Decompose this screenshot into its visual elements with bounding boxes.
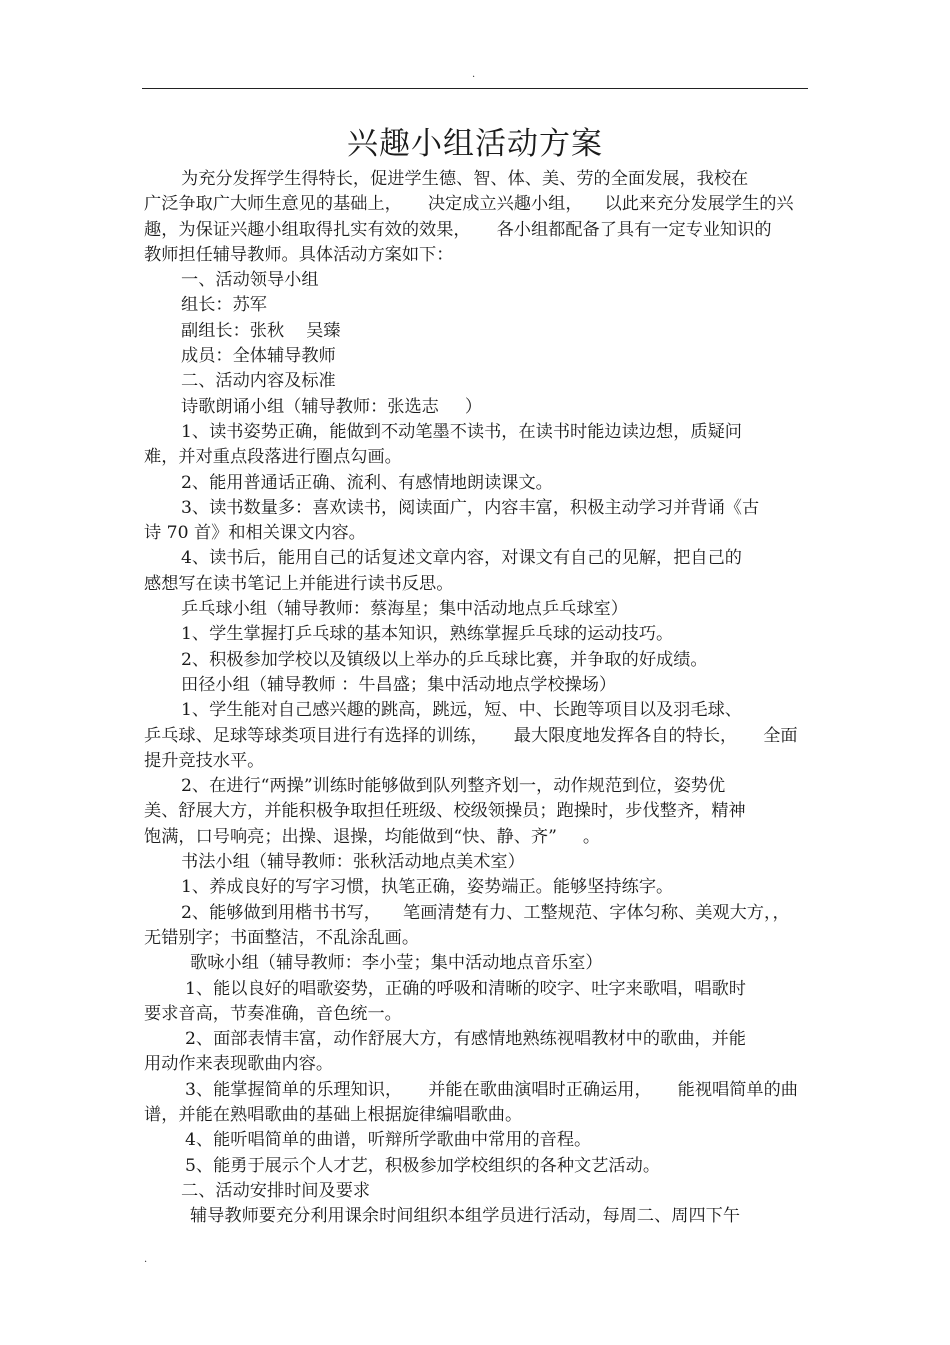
paragraph-line: 3、能掌握简单的乐理知识， 并能在歌曲演唱时正确运用， 能视唱简单的曲 [185,1079,798,1100]
paragraph-line: 要求音高，节奏准确，音色统一。 [144,1003,402,1024]
document-title: 兴趣小组活动方案 [347,126,603,162]
group-heading: 乒乓球小组（辅导教师：蔡海星；集中活动地点乒乓球室） [181,599,628,620]
paragraph-line: 难，并对重点段落进行圈点勾画。 [144,447,402,468]
paragraph-line: 2、能用普通话正确、流利、有感情地朗读课文。 [181,472,553,493]
group-heading: 歌咏小组（辅导教师：李小莹；集中活动地点音乐室） [190,953,603,974]
paragraph-line: 教师担任辅导教师。具体活动方案如下： [144,244,454,265]
paragraph-line: 为充分发挥学生得特长，促进学生德、智、体、美、劳的全面发展，我校在 [181,169,749,189]
paragraph-line: 1、能以良好的唱歌姿势，正确的呼吸和清晰的咬字、吐字来歌唱，唱歌时 [185,978,746,999]
paragraph-line: 诗 70 首》和相关课文内容。 [144,523,366,544]
paragraph-line: 趣，为保证兴趣小组取得扎实有效的效果， 各小组都配备了具有一定专业知识的 [144,219,772,240]
paragraph-line: 1、学生能对自己感兴趣的跳高，跳远，短、中、长跑等项目以及羽毛球、 [181,700,742,721]
paragraph-line: 谱，并能在熟唱歌曲的基础上根据旋律编唱歌曲。 [144,1104,523,1125]
header-mark: . [472,69,476,80]
paragraph-line: 无错别字；书面整洁，不乱涂乱画。 [144,927,420,948]
paragraph-line: 4、读书后，能用自己的话复述文章内容，对课文有自己的见解，把自己的 [181,548,742,569]
group-heading: 诗歌朗诵小组（辅导教师：张选志 ） [181,396,483,417]
section-heading: 二、活动内容及标准 [181,371,336,392]
paragraph-line: 1、读书姿势正确，能做到不动笔墨不读书，在读书时能边读边想，质疑问 [181,421,742,442]
header-rule [142,88,808,89]
paragraph-line: 成员：全体辅导教师 [181,346,336,367]
section-heading: 一、活动领导小组 [181,270,319,291]
group-heading: 书法小组（辅导教师：张秋活动地点美术室） [181,852,525,873]
paragraph-line: 用动作来表现歌曲内容。 [144,1054,334,1075]
document-body [144,167,812,1229]
paragraph-line: 美、舒展大方，并能积极争取担任班级、校级领操员；跑操时，步伐整齐，精神 [144,801,746,822]
paragraph-line: 提升竞技水平。 [144,750,265,771]
paragraph-line: 辅导教师要充分利用课余时间组织本组学员进行活动，每周二、周四下午 [190,1206,741,1227]
paragraph-line: 4、能听唱简单的曲谱，听辩所学歌曲中常用的音程。 [185,1130,592,1151]
paragraph-line: 2、积极参加学校以及镇级以上举办的乒乓球比赛，并争取的好成绩。 [181,649,708,670]
paragraph-line: 广泛争取广大师生意见的基础上， 决定成立兴趣小组， 以此来充分发展学生的兴 [144,194,794,215]
paragraph-line: 1、养成良好的写字习惯，执笔正确，姿势端正。能够坚持练字。 [181,877,674,898]
paragraph-line: 副组长：张秋 吴臻 [181,320,341,341]
paragraph-line: 5、能勇于展示个人才艺，积极参加学校组织的各种文艺活动。 [185,1155,661,1176]
paragraph-line: 1、学生掌握打乒乓球的基本知识，熟练掌握乒乓球的运动技巧。 [181,624,674,645]
group-heading: 田径小组（辅导教师 ：牛昌盛；集中活动地点学校操场） [181,674,617,695]
footer-mark: . [144,1254,148,1265]
paragraph-line: 感想写在读书笔记上并能进行读书反思。 [144,573,454,594]
paragraph-line: 饱满，口号响亮；出操、退操，均能做到“快、静、齐” 。 [144,826,601,847]
paragraph-line: 3、读书数量多：喜欢读书，阅读面广，内容丰富，积极主动学习并背诵《古 [181,497,760,518]
paragraph-line: 2、能够做到用楷书书写， 笔画清楚有力、工整规范、字体匀称、美观大方，， [181,902,790,923]
section-heading: 二、活动安排时间及要求 [181,1180,371,1201]
paragraph-line: 乒乓球、足球等球类项目进行有选择的训练， 最大限度地发挥各自的特长， 全面 [144,725,798,746]
paragraph-line: 2、在进行“两操”训练时能够做到队列整齐划一，动作规范到位，姿势优 [181,776,726,797]
paragraph-line: 2、面部表情丰富，动作舒展大方，有感情地熟练视唱教材中的歌曲，并能 [185,1029,746,1050]
paragraph-line: 组长：苏军 [181,295,267,316]
